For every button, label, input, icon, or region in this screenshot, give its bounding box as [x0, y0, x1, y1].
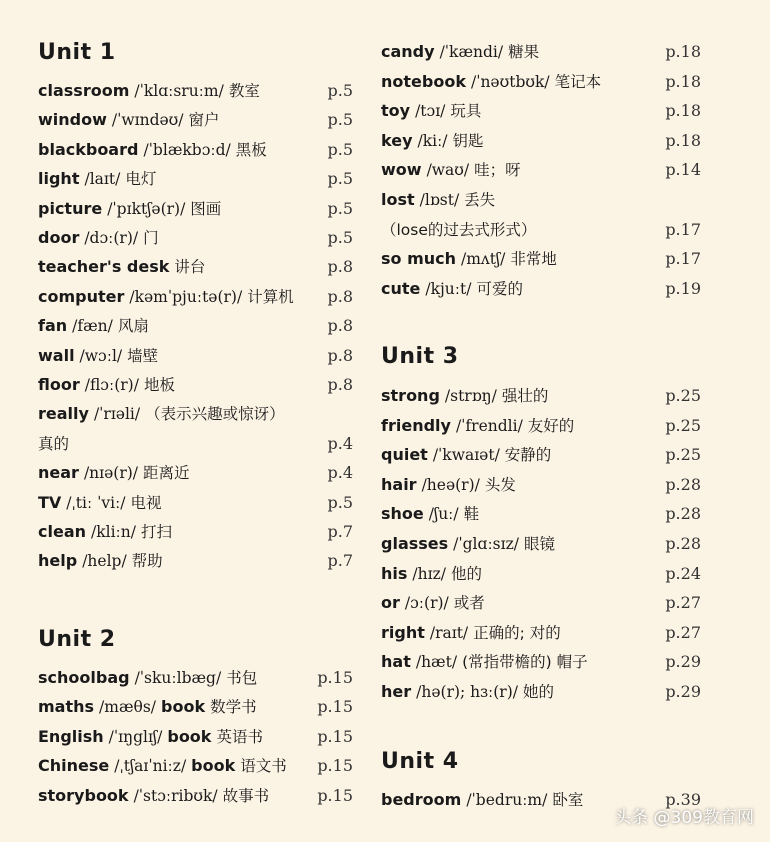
vocab-chinese: 强壮的	[501, 387, 549, 405]
vocab-phonetic: /ˈnəʊtbʊk/	[470, 72, 550, 91]
vocab-chinese: 计算机	[247, 287, 294, 306]
vocab-page: p.15	[317, 726, 353, 746]
vocab-entry	[38, 372, 353, 398]
vocab-chinese: 鞋	[463, 505, 480, 524]
vocab-phonetic: /ˈrɪəli/	[93, 405, 141, 424]
vocab-entry	[38, 343, 353, 369]
vocab-chinese: 她的	[523, 683, 555, 701]
vocab-chinese: 黑板	[235, 140, 267, 159]
vocab-chinese: 真的	[38, 434, 70, 453]
vocab-phonetic: /ˈblækbɔːd/	[143, 140, 231, 159]
vocab-chinese: 玩具	[450, 102, 482, 121]
vocab-phonetic: /tɔɪ/	[415, 102, 446, 121]
vocab-entry	[38, 724, 353, 750]
vocab-word: hat	[381, 652, 411, 672]
vocab-phonetic: /dɔː(r)/	[84, 229, 139, 247]
vocab-word: his	[381, 563, 408, 583]
vocab-chinese: 钥匙	[452, 131, 484, 150]
vocab-chinese: 眼镜	[523, 535, 555, 553]
vocab-phonetic: /ˈwɪndəʊ/	[111, 111, 184, 130]
vocab-chinese: (常指带檐的) 帽子	[462, 653, 588, 672]
vocab-entry	[381, 276, 701, 302]
vocab-phonetic: /kəmˈpjuːtə(r)/	[129, 287, 243, 306]
vocab-phonetic: /strɒŋ/	[444, 387, 497, 405]
vocab-word: help	[38, 551, 78, 571]
vocab-chinese: 或者	[453, 594, 485, 613]
vocab-page: p.17	[665, 249, 701, 269]
vocab-phonetic: /kjuːt/	[425, 279, 472, 298]
vocab-word: picture	[38, 198, 103, 218]
unit-2-title: Unit 2	[38, 627, 116, 652]
vocab-word: so much	[381, 249, 457, 269]
vocab-phonetic: /fæn/	[72, 317, 113, 336]
vocab-word: shoe	[381, 504, 424, 524]
vocab-entry	[381, 472, 701, 498]
vocab-chinese: 帮助	[131, 552, 163, 571]
vocab-chinese: 友好的	[527, 416, 575, 435]
vocab-entry	[38, 431, 353, 457]
vocab-phonetic: /ˈstɔːribʊk/	[133, 786, 218, 805]
vocab-phonetic: /mʌtʃ/	[461, 250, 506, 269]
vocab-entry	[381, 128, 701, 154]
vocab-word: right	[381, 622, 425, 642]
vocab-word: door	[38, 228, 80, 247]
vocab-page: p.18	[665, 130, 701, 150]
vocab-word: floor	[38, 375, 80, 394]
vocab-entry	[381, 217, 701, 243]
vocab-phonetic: /wɔːl/	[79, 346, 123, 365]
vocab-word: wow	[381, 160, 422, 180]
vocab-word: Chinese	[38, 756, 110, 776]
vocab-page: p.15	[317, 668, 353, 687]
vocab-page: p.29	[665, 652, 701, 672]
vocab-page: p.15	[317, 785, 353, 805]
watermark: 头条 @309教育网	[614, 808, 754, 828]
vocab-entry	[38, 401, 353, 427]
vocab-chinese: 电视	[130, 493, 162, 512]
vocab-entry	[38, 166, 353, 192]
vocab-entry	[38, 548, 353, 574]
vocab-phonetic: /help/	[82, 552, 127, 571]
vocab-entry	[38, 665, 353, 691]
vocab-page: p.4	[327, 433, 353, 453]
vocab-word: maths	[38, 697, 95, 717]
vocab-page: p.18	[665, 71, 701, 91]
vocab-word: wall	[38, 345, 75, 365]
vocab-chinese: 打扫	[140, 523, 172, 541]
vocab-phonetic: /ˈbedruːm/	[466, 791, 548, 809]
vocab-word: schoolbag	[38, 668, 130, 687]
vocab-word: her	[381, 682, 412, 701]
vocab-phonetic: /mæθs/	[99, 698, 157, 717]
vocab-entry	[38, 137, 353, 163]
vocab-entry	[381, 531, 701, 557]
vocab-word: toy	[381, 101, 411, 121]
vocab-page: p.25	[665, 415, 701, 435]
vocab-entry	[381, 590, 701, 616]
vocab-chinese: 距离近	[143, 464, 190, 483]
vocab-chinese: 电灯	[125, 170, 157, 189]
vocab-word: key	[381, 130, 413, 150]
vocab-entry	[38, 284, 353, 310]
vocab-word: friendly	[381, 415, 451, 435]
vocab-entry	[381, 679, 701, 705]
vocab-phonetic: /laɪt/	[84, 170, 121, 189]
vocab-entry	[381, 39, 701, 65]
vocab-chinese: 故事书	[222, 786, 270, 805]
vocab-page: p.25	[665, 386, 701, 405]
vocab-chinese: 可爱的	[476, 279, 523, 298]
vocab-page: p.29	[665, 682, 701, 701]
vocab-phonetic: /ˈkwaɪət/	[432, 446, 500, 465]
vocab-page: p.4	[327, 463, 353, 483]
vocab-page: p.8	[327, 316, 353, 336]
vocab-word: notebook	[381, 71, 466, 91]
vocab-entry	[381, 649, 701, 675]
vocab-page: p.27	[665, 622, 701, 642]
unit-3-title: Unit 3	[381, 344, 459, 369]
vocab-entry	[38, 694, 353, 720]
vocab-entry	[38, 313, 353, 339]
vocab-phonetic: /kiː/	[417, 131, 448, 150]
vocab-page: p.5	[327, 228, 353, 247]
vocab-page: p.5	[327, 110, 353, 130]
unit-4-title: Unit 4	[381, 749, 459, 774]
vocab-entry	[381, 98, 701, 124]
vocab-page: p.5	[327, 492, 353, 512]
vocab-phonetic: /flɔː(r)/	[84, 376, 139, 394]
vocab-phonetic: /raɪt/	[429, 623, 469, 642]
vocab-word: hair	[381, 474, 417, 494]
vocab-chinese: 糖果	[508, 43, 540, 61]
vocab-entry	[381, 501, 701, 527]
vocab-entry	[381, 157, 701, 183]
vocab-page: p.15	[317, 697, 353, 717]
vocab-word: teacher's desk	[38, 257, 170, 277]
vocab-page: p.28	[665, 504, 701, 524]
vocab-entry	[381, 413, 701, 439]
vocab-page: p.5	[327, 139, 353, 159]
vocab-phonetic: /ˈskuːlbæg/	[134, 669, 222, 687]
vocab-word: near	[38, 463, 79, 483]
vocab-chinese: 风扇	[117, 317, 149, 336]
vocab-word: cute	[381, 278, 421, 298]
vocab-page: p.14	[665, 160, 701, 180]
vocab-chinese: 丢失	[464, 191, 496, 209]
vocab-entry	[38, 196, 353, 222]
vocab-entry	[38, 107, 353, 133]
vocab-page: p.5	[327, 198, 353, 218]
vocab-page: p.5	[327, 81, 353, 100]
vocab-entry	[381, 383, 701, 409]
vocab-page: p.24	[665, 563, 701, 583]
unit-1-title: Unit 1	[38, 40, 116, 65]
vocab-phonetic: /lɒst/	[419, 191, 460, 209]
vocab-phonetic: /ˈglɑːsɪz/	[453, 535, 519, 553]
vocab-phonetic: /heə(r)/	[421, 475, 480, 494]
vocab-word: quiet	[381, 445, 428, 465]
vocab-word: really	[38, 404, 89, 424]
vocab-page: p.25	[665, 445, 701, 465]
vocab-chinese: 门	[143, 229, 159, 247]
vocab-word: English	[38, 726, 104, 746]
vocab-phonetic: /ˈklɑːsruːm/	[134, 82, 224, 100]
vocab-chinese: 正确的; 对的	[473, 623, 561, 642]
vocab-page: p.7	[327, 522, 353, 541]
vocab-phonetic: /waʊ/	[426, 161, 470, 180]
vocab-chinese: （lose的过去式形式）	[381, 220, 537, 239]
vocab-chinese: 地板	[143, 376, 175, 394]
vocab-phonetic: /hə(r); hɜː(r)/	[416, 683, 518, 701]
vocab-word: clean	[38, 522, 87, 541]
vocab-word: storybook	[38, 785, 129, 805]
vocab-chinese: 数学书	[210, 698, 257, 717]
vocab-page: p.15	[317, 756, 353, 776]
vocab-chinese: 笔记本	[554, 72, 602, 91]
vocab-word: light	[38, 169, 80, 189]
vocab-page: p.8	[327, 257, 353, 277]
vocab-phonetic: /ʃuː/	[428, 505, 459, 524]
vocab-page: p.7	[327, 551, 353, 571]
vocab-chinese: 非常地	[510, 250, 557, 269]
vocab-page: p.8	[327, 345, 353, 365]
vocab-page: p.8	[327, 286, 353, 306]
vocab-entry	[38, 78, 353, 104]
vocab-phonetic: /hæt/	[415, 653, 458, 672]
vocab-chinese: 书包	[226, 669, 258, 687]
vocab-word-book: book	[167, 726, 212, 746]
vocab-word: blackboard	[38, 139, 139, 159]
vocab-entry	[381, 69, 701, 95]
vocab-word-book: book	[161, 697, 206, 717]
vocab-word: or	[381, 593, 400, 613]
vocab-word: bedroom	[381, 790, 462, 809]
vocab-word-book: book	[191, 756, 236, 776]
vocab-chinese: 头发	[484, 475, 516, 494]
vocab-entry	[38, 254, 353, 280]
vocab-chinese: 窗户	[188, 111, 220, 130]
vocab-phonetic: /ˌtʃaɪˈniːz/	[114, 757, 187, 776]
vocab-entry	[38, 783, 353, 809]
vocab-chinese: 图画	[190, 199, 222, 218]
vocab-word: glasses	[381, 534, 449, 553]
vocab-page: p.17	[665, 219, 701, 239]
vocab-page: p.5	[327, 169, 353, 189]
vocab-word: fan	[38, 316, 68, 336]
vocab-chinese: 他的	[450, 564, 482, 583]
vocab-page: p.39	[665, 790, 701, 809]
vocab-word: window	[38, 110, 107, 130]
vocab-phonetic: /ˈkændi/	[439, 43, 504, 61]
vocab-phonetic: /ˌtiː ˈviː/	[66, 493, 126, 512]
vocab-entry	[38, 519, 353, 545]
vocab-page: p.19	[665, 278, 701, 298]
vocab-phonetic: /ˈpɪktʃə(r)/	[107, 199, 186, 218]
vocab-phonetic: /ˈɪŋglɪʃ/	[108, 727, 163, 746]
vocab-chinese: 英语书	[216, 727, 263, 746]
vocab-chinese: 语文书	[240, 757, 287, 776]
vocab-word: candy	[381, 42, 435, 61]
vocab-page: p.18	[665, 42, 701, 61]
vocab-phonetic: /ɔː(r)/	[404, 594, 449, 613]
vocab-chinese: 教室	[228, 82, 260, 100]
vocab-entry	[381, 442, 701, 468]
vocab-entry	[38, 225, 353, 251]
vocab-entry	[38, 460, 353, 486]
vocab-entry	[381, 561, 701, 587]
vocab-word: TV	[38, 492, 62, 512]
vocab-page: p.18	[665, 101, 701, 121]
vocab-chinese: 讲台	[174, 258, 206, 277]
vocab-word: strong	[381, 386, 440, 405]
vocab-chinese: （表示兴趣或惊讶）	[145, 405, 285, 424]
vocab-page: p.8	[327, 375, 353, 394]
vocab-chinese: 卧室	[552, 791, 584, 809]
vocab-chinese: 安静的	[504, 446, 552, 465]
vocab-word: classroom	[38, 81, 130, 100]
vocab-phonetic: /ˈfrendli/	[455, 416, 523, 435]
vocab-chinese: 哇；呀	[474, 161, 521, 180]
vocab-phonetic: /kliːn/	[91, 523, 136, 541]
vocab-phonetic: /nɪə(r)/	[83, 464, 138, 483]
vocab-entry	[38, 490, 353, 516]
vocab-phonetic: /hɪz/	[412, 564, 446, 583]
vocab-chinese: 墙壁	[127, 346, 159, 365]
vocab-entry	[38, 753, 353, 779]
vocab-page: p.28	[665, 474, 701, 494]
vocab-page: p.27	[665, 593, 701, 613]
vocab-entry	[381, 246, 701, 272]
vocab-entry	[381, 187, 701, 213]
vocab-entry	[381, 620, 701, 646]
vocab-word: lost	[381, 190, 415, 209]
vocab-word: computer	[38, 286, 125, 306]
vocab-page: p.28	[665, 534, 701, 553]
